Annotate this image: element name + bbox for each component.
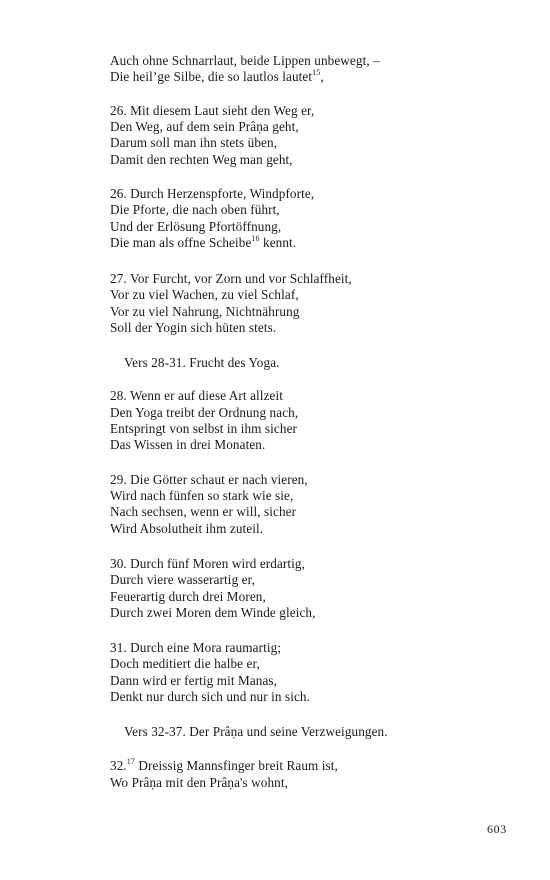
verse-line: Wo Prâṇa mit den Prâṇa's wohnt, xyxy=(110,775,289,790)
verse-line: Durch viere wasserartig er, xyxy=(110,572,255,587)
verse-line: Das Wissen in drei Monaten. xyxy=(110,437,266,452)
verse-line: Vor zu viel Nahrung, Nichtnährung xyxy=(110,304,300,319)
section-heading: Vers 28-31. Frucht des Yoga. xyxy=(124,355,280,370)
footnote-marker: 17 xyxy=(126,756,135,766)
verse-line: Vor zu viel Wachen, zu viel Schlaf, xyxy=(110,287,299,302)
verse-line: Durch zwei Moren dem Winde gleich, xyxy=(110,605,316,620)
verse-line: Die Pforte, die nach oben führt, xyxy=(110,202,280,217)
verse-line: Die man als offne Scheibe$^{16}$ kennt. xyxy=(110,233,297,250)
verse-line: 32.17 Dreissig Mannsfinger breit Raum ist, xyxy=(110,756,338,773)
text-line: Die heil’ge Silbe, die so lautlos lautet$^{15}$, xyxy=(110,67,324,84)
verse-line: Damit den rechten Weg man geht, xyxy=(110,152,293,167)
verse-line: 27. Vor Furcht, vor Zorn und vor Schlaffheit, xyxy=(110,271,352,286)
verse-line: Soll der Yogin sich hüten stets. xyxy=(110,320,277,335)
verse-line: Den Weg, auf dem sein Prâṇa geht, xyxy=(110,119,299,134)
verse-line: Nach sechsen, wenn er will, sicher xyxy=(110,504,297,519)
verse-line: Darum soll man ihn stets üben, xyxy=(110,135,278,150)
verse-line: 26. Durch Herzenspforte, Windpforte, xyxy=(110,186,315,201)
verse-line: Wird Absolutheit ihm zuteil. xyxy=(110,521,264,536)
verse-line: Denkt nur durch sich und nur in sich. xyxy=(110,689,311,704)
verse-line: 31. Durch eine Mora raumartig; xyxy=(110,640,282,655)
verse-line: Wird nach fünfen so stark wie sie, xyxy=(110,488,294,503)
verse-line: Und der Erlösung Pfortöffnung, xyxy=(110,219,282,234)
section-heading: Vers 32-37. Der Prâṇa und seine Verzweigungen. xyxy=(124,724,388,739)
verse-line: 29. Die Götter schaut er nach vieren, xyxy=(110,472,308,487)
verse-line: Den Yoga treibt der Ordnung nach, xyxy=(110,405,299,420)
page-number: 603 xyxy=(487,822,507,836)
verse-line: 26. Mit diesem Laut sieht den Weg er, xyxy=(110,103,315,118)
verse-line: Dann wird er fertig mit Manas, xyxy=(110,673,278,688)
text-line: Auch ohne Schnarrlaut, beide Lippen unbewegt, – xyxy=(110,53,380,68)
verse-line: Feuerartig durch drei Moren, xyxy=(110,589,266,604)
verse-line: 28. Wenn er auf diese Art allzeit xyxy=(110,388,284,403)
verse-line: Entspringt von selbst in ihm sicher xyxy=(110,421,298,436)
footnote-marker: 16 xyxy=(251,233,260,243)
verse-line: 30. Durch fünf Moren wird erdartig, xyxy=(110,556,306,571)
verse-line: Doch meditiert die halbe er, xyxy=(110,656,260,671)
footnote-marker: 15 xyxy=(312,67,321,77)
